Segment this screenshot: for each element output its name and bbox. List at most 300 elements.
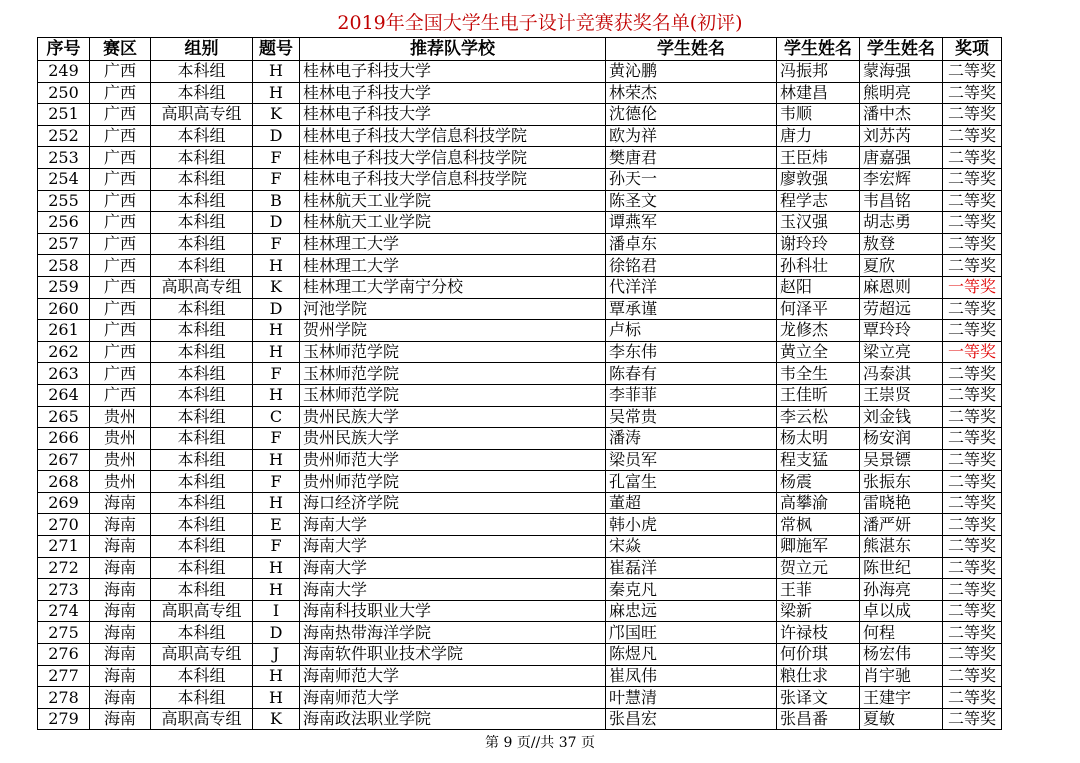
cell-student-2: 梁新 <box>777 600 860 622</box>
cell-student-2: 贺立元 <box>777 557 860 579</box>
cell-index: 252 <box>38 125 90 147</box>
cell-school: 海南师范大学 <box>300 687 606 709</box>
cell-index: 259 <box>38 276 90 298</box>
table-row <box>38 406 1002 428</box>
cell-student-3: 潘中杰 <box>860 104 943 126</box>
table-body <box>38 61 1002 730</box>
cell-award: 二等奖 <box>943 104 1002 126</box>
cell-group: 本科组 <box>151 406 253 428</box>
cell-problem: H <box>253 384 300 406</box>
cell-region: 广西 <box>90 190 151 212</box>
cell-award: 一等奖 <box>943 276 1002 298</box>
cell-group: 本科组 <box>151 298 253 320</box>
table-row <box>38 384 1002 406</box>
cell-student-2: 玉汉强 <box>777 212 860 234</box>
cell-region: 广西 <box>90 255 151 277</box>
cell-student-2: 何泽平 <box>777 298 860 320</box>
cell-problem: H <box>253 61 300 83</box>
table-row <box>38 212 1002 234</box>
cell-index: 263 <box>38 363 90 385</box>
cell-index: 264 <box>38 384 90 406</box>
cell-school: 桂林理工大学 <box>300 233 606 255</box>
cell-student-3: 夏敏 <box>860 708 943 730</box>
cell-group: 高职高专组 <box>151 276 253 298</box>
cell-problem: B <box>253 190 300 212</box>
cell-group: 本科组 <box>151 168 253 190</box>
cell-award: 二等奖 <box>943 61 1002 83</box>
cell-student-2: 常枫 <box>777 514 860 536</box>
cell-problem: D <box>253 212 300 234</box>
cell-student-1: 陈煜凡 <box>606 644 777 666</box>
cell-student-1: 徐铭君 <box>606 255 777 277</box>
cell-index: 250 <box>38 82 90 104</box>
table-row <box>38 190 1002 212</box>
cell-student-1: 叶慧清 <box>606 687 777 709</box>
cell-student-2: 唐力 <box>777 125 860 147</box>
cell-student-3: 蒙海强 <box>860 61 943 83</box>
cell-award: 二等奖 <box>943 579 1002 601</box>
cell-student-1: 韩小虎 <box>606 514 777 536</box>
cell-problem: H <box>253 255 300 277</box>
cell-student-2: 冯振邦 <box>777 61 860 83</box>
table-row <box>38 298 1002 320</box>
cell-student-2: 林建昌 <box>777 82 860 104</box>
cell-award: 二等奖 <box>943 449 1002 471</box>
cell-award: 二等奖 <box>943 600 1002 622</box>
cell-student-3: 韦昌铭 <box>860 190 943 212</box>
cell-index: 265 <box>38 406 90 428</box>
cell-student-1: 谭燕军 <box>606 212 777 234</box>
table-header-row <box>38 38 1002 61</box>
cell-index: 274 <box>38 600 90 622</box>
cell-problem: D <box>253 125 300 147</box>
cell-student-3: 夏欣 <box>860 255 943 277</box>
cell-region: 海南 <box>90 536 151 558</box>
cell-school: 贵州民族大学 <box>300 406 606 428</box>
cell-student-3: 肖宇驰 <box>860 665 943 687</box>
cell-problem: K <box>253 104 300 126</box>
table-row <box>38 557 1002 579</box>
cell-index: 272 <box>38 557 90 579</box>
cell-index: 273 <box>38 579 90 601</box>
cell-student-1: 宋焱 <box>606 536 777 558</box>
table-row <box>38 492 1002 514</box>
page-title: 2019年全国大学生电子设计竞赛获奖名单(初评) <box>337 12 743 34</box>
cell-problem: F <box>253 233 300 255</box>
cell-student-1: 卢标 <box>606 320 777 342</box>
cell-student-1: 覃承谨 <box>606 298 777 320</box>
cell-index: 255 <box>38 190 90 212</box>
cell-student-2: 程学志 <box>777 190 860 212</box>
cell-school: 桂林电子科技大学 <box>300 82 606 104</box>
cell-group: 高职高专组 <box>151 708 253 730</box>
cell-school: 桂林电子科技大学 <box>300 61 606 83</box>
cell-student-1: 陈春有 <box>606 363 777 385</box>
cell-award: 二等奖 <box>943 622 1002 644</box>
cell-problem: H <box>253 687 300 709</box>
cell-index: 269 <box>38 492 90 514</box>
cell-problem: H <box>253 579 300 601</box>
cell-region: 广西 <box>90 363 151 385</box>
cell-school: 桂林理工大学 <box>300 255 606 277</box>
table-row <box>38 514 1002 536</box>
cell-student-3: 杨安润 <box>860 428 943 450</box>
cell-school: 海口经济学院 <box>300 492 606 514</box>
cell-group: 本科组 <box>151 514 253 536</box>
cell-student-3: 潘严妍 <box>860 514 943 536</box>
cell-school: 贺州学院 <box>300 320 606 342</box>
cell-group: 本科组 <box>151 471 253 493</box>
cell-award: 二等奖 <box>943 428 1002 450</box>
cell-student-1: 陈圣文 <box>606 190 777 212</box>
cell-problem: H <box>253 449 300 471</box>
cell-school: 河池学院 <box>300 298 606 320</box>
cell-student-3: 刘金钱 <box>860 406 943 428</box>
cell-group: 本科组 <box>151 255 253 277</box>
cell-award: 二等奖 <box>943 255 1002 277</box>
cell-index: 249 <box>38 61 90 83</box>
table-row <box>38 471 1002 493</box>
cell-school: 海南师范大学 <box>300 665 606 687</box>
cell-award: 二等奖 <box>943 406 1002 428</box>
cell-group: 本科组 <box>151 428 253 450</box>
cell-school: 桂林电子科技大学 <box>300 104 606 126</box>
cell-student-1: 樊唐君 <box>606 147 777 169</box>
cell-student-2: 龙修杰 <box>777 320 860 342</box>
cell-group: 本科组 <box>151 665 253 687</box>
cell-award: 二等奖 <box>943 665 1002 687</box>
cell-school: 桂林电子科技大学信息科技学院 <box>300 125 606 147</box>
cell-problem: H <box>253 492 300 514</box>
cell-group: 本科组 <box>151 449 253 471</box>
cell-student-1: 李东伟 <box>606 341 777 363</box>
cell-group: 本科组 <box>151 622 253 644</box>
cell-school: 桂林航天工业学院 <box>300 190 606 212</box>
cell-school: 海南大学 <box>300 579 606 601</box>
cell-group: 本科组 <box>151 190 253 212</box>
cell-problem: H <box>253 665 300 687</box>
cell-student-1: 邝国旺 <box>606 622 777 644</box>
column-header-award: 奖项 <box>943 38 1002 61</box>
cell-school: 海南政法职业学院 <box>300 708 606 730</box>
cell-problem: H <box>253 557 300 579</box>
cell-index: 260 <box>38 298 90 320</box>
cell-school: 玉林师范学院 <box>300 341 606 363</box>
cell-school: 贵州师范大学 <box>300 449 606 471</box>
cell-index: 258 <box>38 255 90 277</box>
cell-group: 高职高专组 <box>151 600 253 622</box>
cell-award: 二等奖 <box>943 384 1002 406</box>
cell-student-2: 黄立全 <box>777 341 860 363</box>
table-row <box>38 708 1002 730</box>
cell-school: 桂林航天工业学院 <box>300 212 606 234</box>
cell-region: 贵州 <box>90 428 151 450</box>
cell-region: 广西 <box>90 104 151 126</box>
cell-student-3: 劳超远 <box>860 298 943 320</box>
cell-region: 广西 <box>90 341 151 363</box>
table-row <box>38 341 1002 363</box>
cell-index: 279 <box>38 708 90 730</box>
cell-student-1: 林荣杰 <box>606 82 777 104</box>
cell-award: 二等奖 <box>943 557 1002 579</box>
cell-school: 海南大学 <box>300 514 606 536</box>
cell-student-3: 王崇贤 <box>860 384 943 406</box>
cell-region: 广西 <box>90 168 151 190</box>
cell-problem: D <box>253 298 300 320</box>
awards-table <box>37 37 1002 730</box>
column-header-student-2: 学生姓名 <box>777 38 860 61</box>
table-row <box>38 600 1002 622</box>
column-header-school: 推荐队学校 <box>300 38 606 61</box>
cell-student-1: 孔富生 <box>606 471 777 493</box>
cell-problem: H <box>253 320 300 342</box>
cell-region: 贵州 <box>90 471 151 493</box>
cell-school: 桂林电子科技大学信息科技学院 <box>300 147 606 169</box>
cell-school: 海南热带海洋学院 <box>300 622 606 644</box>
cell-student-3: 胡志勇 <box>860 212 943 234</box>
column-header-region: 赛区 <box>90 38 151 61</box>
cell-group: 本科组 <box>151 687 253 709</box>
cell-group: 本科组 <box>151 61 253 83</box>
cell-award: 二等奖 <box>943 147 1002 169</box>
cell-student-2: 程支猛 <box>777 449 860 471</box>
cell-student-3: 敖登 <box>860 233 943 255</box>
cell-student-2: 王佳昕 <box>777 384 860 406</box>
cell-student-2: 王臣炜 <box>777 147 860 169</box>
table-row <box>38 104 1002 126</box>
cell-problem: K <box>253 708 300 730</box>
cell-index: 266 <box>38 428 90 450</box>
cell-award: 二等奖 <box>943 536 1002 558</box>
table-row <box>38 665 1002 687</box>
cell-group: 本科组 <box>151 125 253 147</box>
cell-region: 海南 <box>90 600 151 622</box>
cell-student-3: 覃玲玲 <box>860 320 943 342</box>
cell-student-2: 谢玲玲 <box>777 233 860 255</box>
cell-index: 277 <box>38 665 90 687</box>
cell-award: 二等奖 <box>943 233 1002 255</box>
cell-student-2: 何价琪 <box>777 644 860 666</box>
cell-award: 二等奖 <box>943 687 1002 709</box>
cell-award: 二等奖 <box>943 492 1002 514</box>
cell-student-2: 韦全生 <box>777 363 860 385</box>
cell-award: 二等奖 <box>943 298 1002 320</box>
cell-index: 275 <box>38 622 90 644</box>
cell-student-1: 黄沁鹏 <box>606 61 777 83</box>
cell-award: 二等奖 <box>943 125 1002 147</box>
cell-student-3: 王建宇 <box>860 687 943 709</box>
cell-region: 广西 <box>90 384 151 406</box>
cell-student-1: 潘卓东 <box>606 233 777 255</box>
cell-problem: H <box>253 82 300 104</box>
cell-region: 海南 <box>90 492 151 514</box>
cell-student-3: 何程 <box>860 622 943 644</box>
cell-index: 268 <box>38 471 90 493</box>
cell-school: 玉林师范学院 <box>300 384 606 406</box>
cell-region: 广西 <box>90 212 151 234</box>
table-row <box>38 579 1002 601</box>
cell-group: 本科组 <box>151 233 253 255</box>
cell-group: 本科组 <box>151 320 253 342</box>
cell-group: 高职高专组 <box>151 104 253 126</box>
cell-group: 本科组 <box>151 579 253 601</box>
cell-problem: K <box>253 276 300 298</box>
cell-student-2: 王菲 <box>777 579 860 601</box>
column-header-index: 序号 <box>38 38 90 61</box>
cell-student-3: 李宏辉 <box>860 168 943 190</box>
cell-index: 276 <box>38 644 90 666</box>
cell-school: 桂林理工大学南宁分校 <box>300 276 606 298</box>
cell-student-2: 杨震 <box>777 471 860 493</box>
cell-school: 海南大学 <box>300 536 606 558</box>
cell-problem: D <box>253 622 300 644</box>
cell-group: 本科组 <box>151 341 253 363</box>
cell-index: 278 <box>38 687 90 709</box>
cell-award: 二等奖 <box>943 190 1002 212</box>
cell-group: 本科组 <box>151 492 253 514</box>
table-row <box>38 622 1002 644</box>
cell-index: 256 <box>38 212 90 234</box>
cell-region: 广西 <box>90 125 151 147</box>
table-row <box>38 255 1002 277</box>
cell-region: 海南 <box>90 687 151 709</box>
cell-student-2: 赵阳 <box>777 276 860 298</box>
cell-index: 267 <box>38 449 90 471</box>
table-row <box>38 233 1002 255</box>
cell-index: 270 <box>38 514 90 536</box>
cell-student-3: 陈世纪 <box>860 557 943 579</box>
column-header-problem: 题号 <box>253 38 300 61</box>
column-header-student-1: 学生姓名 <box>606 38 777 61</box>
cell-group: 本科组 <box>151 82 253 104</box>
cell-problem: C <box>253 406 300 428</box>
cell-student-2: 杨太明 <box>777 428 860 450</box>
cell-student-2: 韦顺 <box>777 104 860 126</box>
cell-award: 二等奖 <box>943 471 1002 493</box>
page-footer: 第 9 页//共 37 页 <box>485 735 595 751</box>
cell-student-3: 熊明亮 <box>860 82 943 104</box>
cell-student-3: 梁立亮 <box>860 341 943 363</box>
cell-student-1: 吴常贵 <box>606 406 777 428</box>
cell-group: 高职高专组 <box>151 644 253 666</box>
cell-problem: F <box>253 147 300 169</box>
cell-problem: F <box>253 428 300 450</box>
cell-school: 海南科技职业大学 <box>300 600 606 622</box>
cell-student-1: 李菲菲 <box>606 384 777 406</box>
column-header-group: 组别 <box>151 38 253 61</box>
cell-award: 二等奖 <box>943 168 1002 190</box>
table-row <box>38 449 1002 471</box>
cell-student-3: 卓以成 <box>860 600 943 622</box>
cell-award: 二等奖 <box>943 708 1002 730</box>
cell-student-2: 张译文 <box>777 687 860 709</box>
cell-school: 海南软件职业技术学院 <box>300 644 606 666</box>
cell-region: 贵州 <box>90 406 151 428</box>
cell-index: 251 <box>38 104 90 126</box>
table-row <box>38 320 1002 342</box>
cell-index: 271 <box>38 536 90 558</box>
cell-student-3: 麻恩则 <box>860 276 943 298</box>
cell-award: 一等奖 <box>943 341 1002 363</box>
cell-award: 二等奖 <box>943 514 1002 536</box>
cell-student-2: 李云松 <box>777 406 860 428</box>
cell-student-1: 张昌宏 <box>606 708 777 730</box>
cell-student-1: 潘涛 <box>606 428 777 450</box>
cell-problem: F <box>253 363 300 385</box>
cell-problem: F <box>253 536 300 558</box>
cell-student-3: 雷晓艳 <box>860 492 943 514</box>
cell-student-3: 刘苏芮 <box>860 125 943 147</box>
table-row <box>38 687 1002 709</box>
cell-student-2: 张昌番 <box>777 708 860 730</box>
cell-student-1: 梁员军 <box>606 449 777 471</box>
cell-student-2: 孙科壮 <box>777 255 860 277</box>
cell-award: 二等奖 <box>943 320 1002 342</box>
cell-school: 玉林师范学院 <box>300 363 606 385</box>
cell-region: 海南 <box>90 622 151 644</box>
cell-region: 海南 <box>90 708 151 730</box>
cell-region: 广西 <box>90 82 151 104</box>
cell-region: 广西 <box>90 298 151 320</box>
table-row <box>38 363 1002 385</box>
table-row <box>38 536 1002 558</box>
cell-student-1: 欧为祥 <box>606 125 777 147</box>
cell-student-2: 廖敦强 <box>777 168 860 190</box>
cell-student-3: 唐嘉强 <box>860 147 943 169</box>
cell-region: 海南 <box>90 557 151 579</box>
cell-index: 254 <box>38 168 90 190</box>
cell-region: 广西 <box>90 276 151 298</box>
cell-student-2: 高攀渝 <box>777 492 860 514</box>
cell-index: 261 <box>38 320 90 342</box>
cell-region: 海南 <box>90 644 151 666</box>
cell-student-2: 卿施军 <box>777 536 860 558</box>
cell-region: 海南 <box>90 579 151 601</box>
cell-problem: E <box>253 514 300 536</box>
cell-index: 257 <box>38 233 90 255</box>
cell-region: 广西 <box>90 320 151 342</box>
cell-student-3: 吴景镖 <box>860 449 943 471</box>
cell-group: 本科组 <box>151 147 253 169</box>
cell-problem: J <box>253 644 300 666</box>
cell-region: 广西 <box>90 233 151 255</box>
table-row <box>38 82 1002 104</box>
cell-school: 贵州师范学院 <box>300 471 606 493</box>
table-row <box>38 276 1002 298</box>
table-row <box>38 428 1002 450</box>
cell-award: 二等奖 <box>943 212 1002 234</box>
cell-student-1: 代洋洋 <box>606 276 777 298</box>
cell-index: 262 <box>38 341 90 363</box>
table-row <box>38 147 1002 169</box>
cell-student-1: 沈德伦 <box>606 104 777 126</box>
cell-student-1: 孙天一 <box>606 168 777 190</box>
cell-group: 本科组 <box>151 384 253 406</box>
table-row <box>38 61 1002 83</box>
table-row <box>38 644 1002 666</box>
cell-student-1: 崔凤伟 <box>606 665 777 687</box>
cell-region: 广西 <box>90 147 151 169</box>
cell-student-1: 崔磊洋 <box>606 557 777 579</box>
cell-group: 本科组 <box>151 536 253 558</box>
cell-student-2: 许禄枝 <box>777 622 860 644</box>
cell-student-1: 董超 <box>606 492 777 514</box>
cell-school: 贵州民族大学 <box>300 428 606 450</box>
cell-school: 海南大学 <box>300 557 606 579</box>
cell-group: 本科组 <box>151 557 253 579</box>
cell-region: 海南 <box>90 665 151 687</box>
cell-region: 贵州 <box>90 449 151 471</box>
